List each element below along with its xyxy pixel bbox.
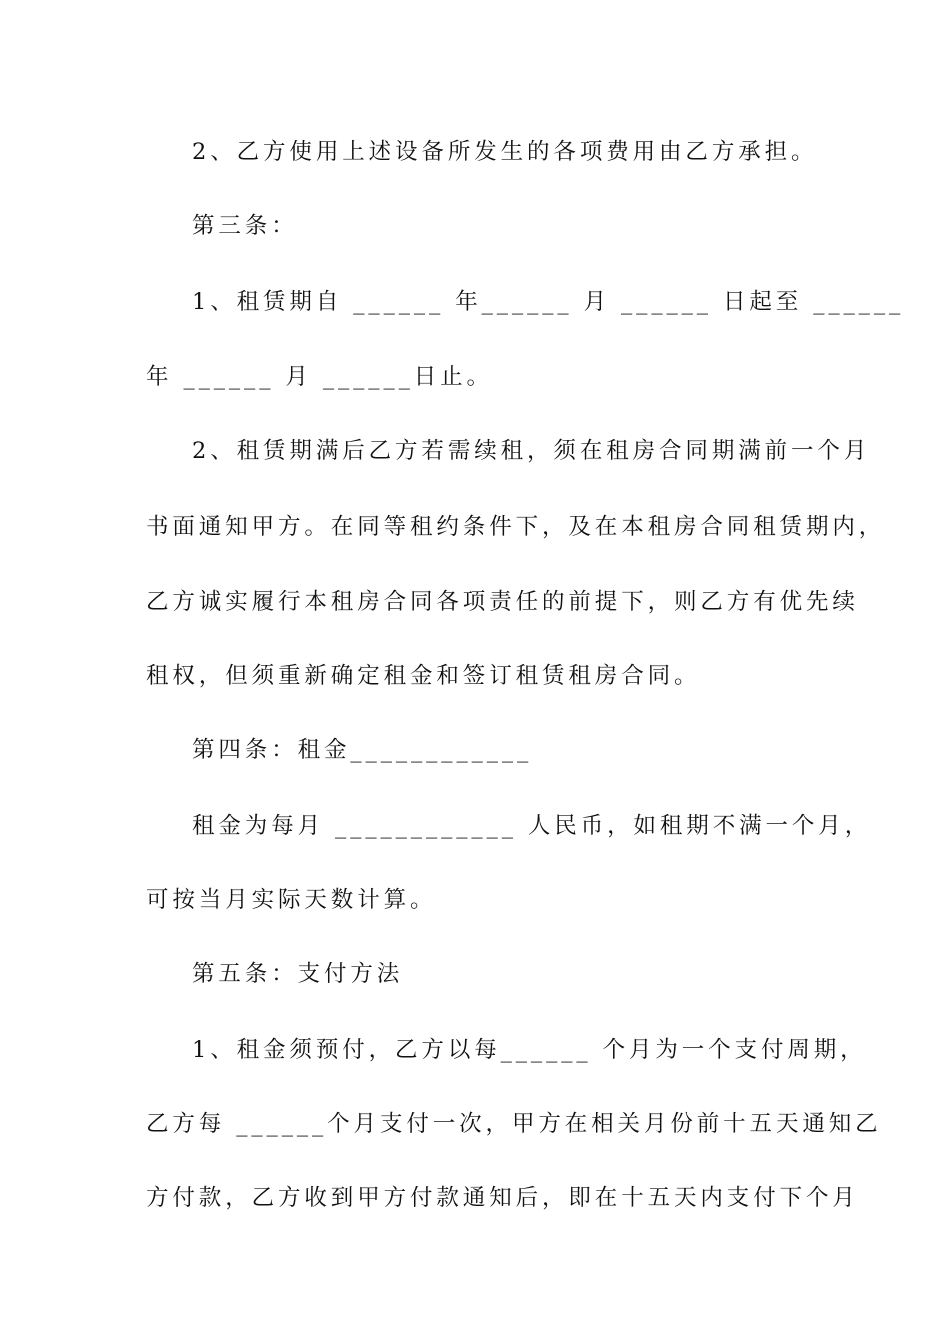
paragraph-line: 可按当月实际天数计算。	[146, 887, 437, 913]
paragraph-line: 乙方每 ______个月支付一次，甲方在相关月份前十五天通知乙	[146, 1111, 882, 1137]
paragraph-line: 乙方诚实履行本租房合同各项责任的前提下，则乙方有优先续	[146, 589, 859, 615]
paragraph-line: 2、租赁期满后乙方若需续租，须在租房合同期满前一个月	[192, 438, 871, 464]
section-heading: 第三条：	[192, 213, 298, 239]
paragraph-line: 方付款，乙方收到甲方付款通知后，即在十五天内支付下个月	[146, 1185, 859, 1211]
paragraph-line: 2、乙方使用上述设备所发生的各项费用由乙方承担。	[192, 139, 818, 165]
section-heading: 第五条：支付方法	[192, 961, 404, 987]
paragraph-line: 1、租赁期自 ______ 年______ 月 ______ 日起至 ______	[192, 289, 905, 315]
paragraph-line: 租权，但须重新确定租金和签订租赁租房合同。	[146, 663, 701, 689]
paragraph-line: 租金为每月 ____________ 人民币，如租期不满一个月，	[192, 813, 872, 839]
paragraph-line: 年 ______ 月 ______日止。	[146, 364, 493, 390]
paragraph-line: 书面通知甲方。在同等租约条件下，及在本租房合同租赁期内，	[146, 514, 886, 540]
section-heading: 第四条：租金____________	[192, 737, 533, 763]
paragraph-line: 1、租金须预付，乙方以每______ 个月为一个支付周期，	[192, 1037, 867, 1063]
